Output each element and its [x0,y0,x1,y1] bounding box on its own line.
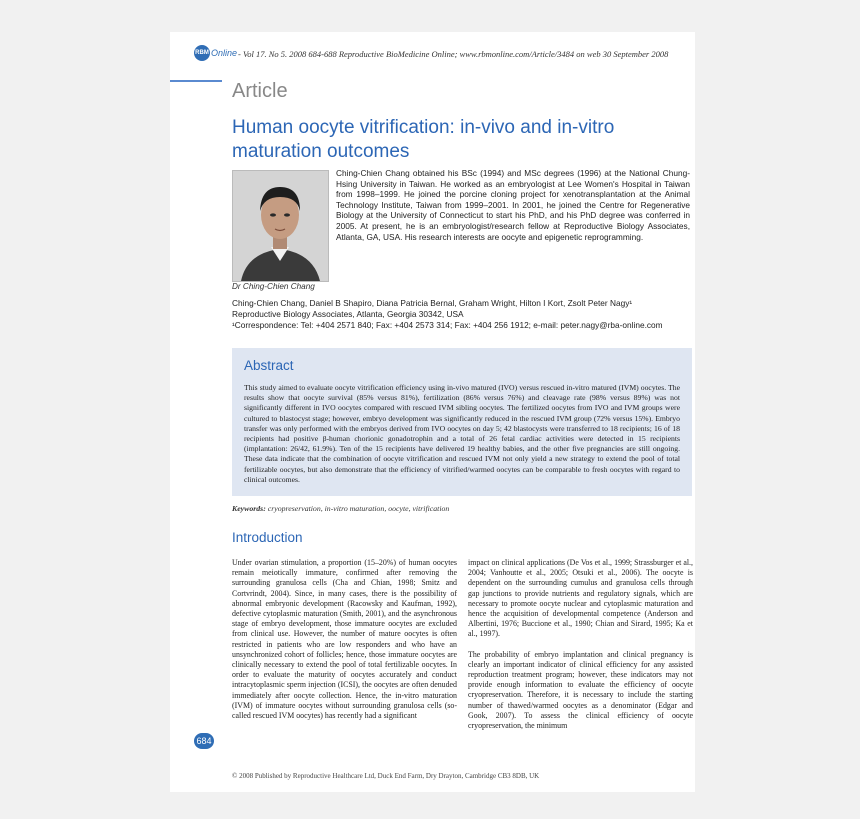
author-photo [232,170,329,282]
section-rule [170,80,222,82]
keywords-list: cryopreservation, in-vitro maturation, oocyte, vitrification [267,504,450,513]
article-title: Human oocyte vitrification: in-vivo and in-vitro maturation outcomes [232,117,615,162]
author-bio: Ching-Chien Chang obtained his BSc (1994) and MSc degrees (1996) at the National Chung-Hsing University in Taiwan. He worked as an embryologist at Lee Women's Hospital in Taiwan from 1998–1999. He joined the porcine cloning project for xenotransplantation at the Animal Technology Institute, Taiwan from 1999–2001. In 2001, he joined the Centre for Regenerative Biology at the University of Connecticut to start his PhD, and his PhD degree was conferred in 2005. At present, he is an embryologist/research fellow at Reproductive Biology Associates, Atlanta, GA, USA. His research interests are oocyte and epigenetic reprogramming. [336,168,690,242]
abstract-text: This study aimed to evaluate oocyte vitrification efficiency using in-vivo matured (IVO) versus rescued in-vitro matured (IVM) oocytes. The results show that oocyte survival (85% versus 81%), fertilization (86% versus 76%) and cleavage rate (98% versus 89%) was not significantly different in IVO oocytes compared with rescued IVM sibling oocytes. The fertilized oocytes from IVO and IVM groups were cultured to blastocyst stage; however, embryo development was significantly reduced in the rescued IVM group (72% versus 15%). Embryo transfer was only performed with the embryos derived from IVO oocytes on day 5; 42 blastocysts were transferred to 18 recipients; 16 of 18 recipients had positive β-human chorionic gonadotrophin and a total of 26 fetal cardiac activities were detected in 15 recipients (implantation: 26/42, 61.9%). Ten of the 15 recipients have delivered 19 healthy babies, and the other five pregnancies are still ongoing. These data indicate that the combination of oocyte vitrification and rescued IVM not only yield a new strategy to extend the pool of total fertilizable oocytes, but also demonstrate that the efficiency of vitrified/warmed oocytes can be comparable to fresh oocytes with regard to clinical outcomes. [244,383,680,484]
running-head: - Vol 17. No 5. 2008 684-688 Reproductive BioMedicine Online; www.rbmonline.com/Article/3484 on web 30 September 2008 [238,49,669,59]
body-column-left [232,558,457,731]
copyright-footer: © 2008 Published by Reproductive Healthcare Ltd, Duck End Farm, Dry Drayton, Cambridge CB3 8DB, UK [232,772,540,780]
body-column-right [468,558,693,741]
body-paragraph: The probability of embryo implantation and clinical pregnancy is clearly an important indicator of clinical efficiency for any assisted reproduction treatment program; however, these indicators may not provide enough information to evaluate the efficiency of oocyte cryopreservation. Therefore, it is necessary to include the starting number of thawed/warmed oocytes as a denominator (Edgar and Gook, 2007). To assess the clinical efficiency of oocyte cryopreservation, the minimum [468,649,693,731]
abstract-box [232,348,692,496]
institution: Reproductive Biology Associates, Atlanta, Georgia 30342, USA [232,309,464,319]
section-label: Article [232,80,288,102]
abstract-heading: Abstract [244,358,294,373]
keywords-label: Keywords: [232,504,266,513]
photo-caption: Dr Ching-Chien Chang [232,282,315,291]
logo-text: Online [211,48,238,58]
keywords [232,504,449,513]
rbm-logo-icon: RBM [194,45,210,61]
introduction-heading: Introduction [232,530,303,545]
author-list: Ching-Chien Chang, Daniel B Shapiro, Diana Patricia Bernal, Graham Wright, Hilton I Kort, Zsolt Peter Nagy¹ [232,298,633,308]
author-affiliation-block [232,298,702,331]
body-paragraph: impact on clinical applications (De Vos et al., 1999; Strassburger et al., 2004; Vanhoutte et al., 2005; Otsuki et al., 2006). The oocyte is dependent on the surrounding cumulus and granulosa cells through gap junctions to provide nutrients and regulatory signals, which are necessary to promote oocyte nuclear and cytoplasmic maturation and hence the acquisition of developmental competence (Anderson and Albertini, 1976; Buccione et al., 1990; Chian and Sirard, 1995; Ka et al., 1997). [468,558,693,639]
correspondence: ¹Correspondence: Tel: +404 2571 840; Fax: +404 2573 314; Fax: +404 256 1912; e-mail: peter.nagy@rba-online.com [232,320,663,330]
body-paragraph: Under ovarian stimulation, a proportion (15–20%) of human oocytes remain meiotically immature, confirmed after removing the surrounding granulosa cells (Cha and Chian, 1998; Smitz and Cortvrindt, 2004). Since, in many cases, there is the possibility of abnormal embryonic development (Racowsky and Kaufman, 1992), defective cytoplasmic maturation (Smith, 2001), and the asynchronous stage of embryo development, those immature oocytes are excluded from clinical use. However, the number of mature oocytes is often restricted in patients who are low responders and who have an unsynchronized cohort of follicles; hence, those immature oocytes are clinically necessary to extend the pool of total fertilizable oocytes. In order to evaluate the maturity of oocytes accurately and conduct intracytoplasmic sperm injection (ICSI), the oocytes are often denuded immediately after oocyte collection. Hence, the in-vitro maturation (IVM) of immature oocytes without surrounding granulosa cells (so-called rescued IVM oocytes) has recently had a significant [232,558,457,721]
journal-logo [194,45,237,61]
author-portrait-icon [233,171,328,281]
page-number: 684 [194,733,214,749]
